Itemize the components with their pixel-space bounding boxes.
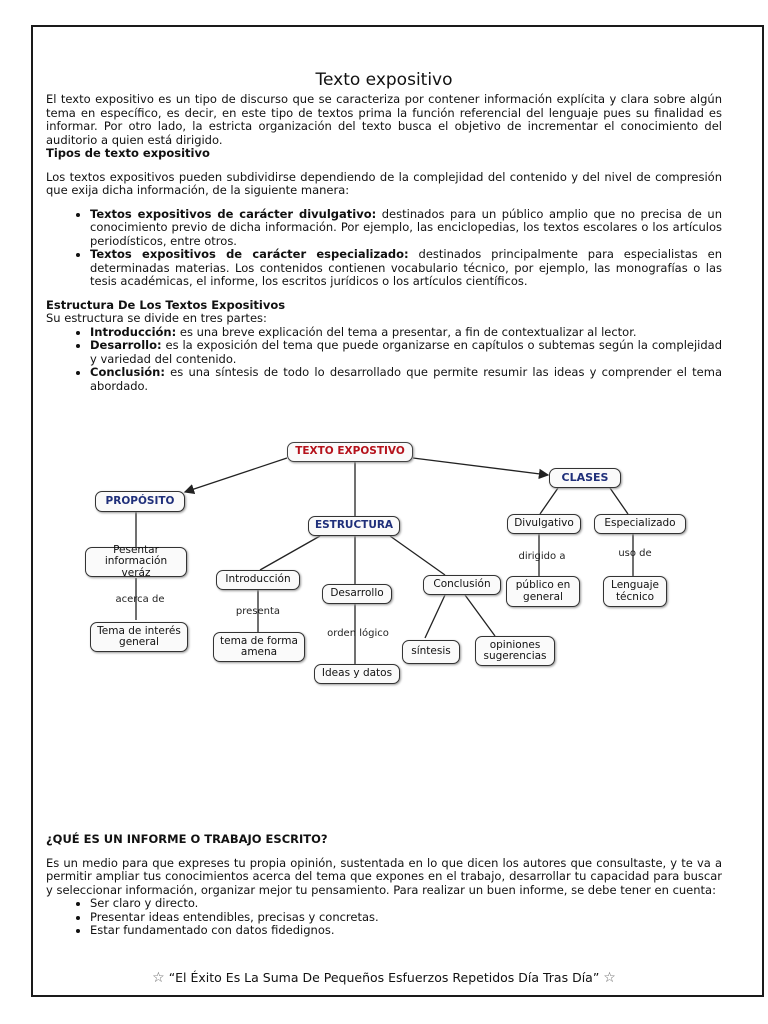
estructura-heading: Estructura De Los Textos Expositivos <box>46 297 286 312</box>
informe-paragraph: Es un medio para que expreses tu propia opinión, sustentada en lo que dicen los autores que consultaste, y te va a permitir ampliar tus conocimientos acerca del tema que expones en el trabajo, desarrollar tu capacidad para buscar y seleccionar información, organizar mejor tu pensamiento. Para realizar un buen informe, se debe tener en cuenta: <box>46 855 722 897</box>
node-pesentar: Pesentar información veráz <box>85 547 187 577</box>
estructura-paragraph: Su estructura se divide en tres partes: <box>46 311 267 325</box>
concept-map <box>80 430 700 700</box>
node-tema-forma: tema de forma amena <box>213 632 305 662</box>
list-item: • Estar fundamentado con datos fidedignos. <box>90 924 722 938</box>
node-ideas-datos: Ideas y datos <box>314 664 400 684</box>
list-item: • Introducción: es una breve explicación del tema a presentar, a fin de contextualizar al lector. <box>90 326 722 340</box>
node-publico-general: público en general <box>506 576 580 607</box>
intro-paragraph: El texto expositivo es un tipo de discurso que se caracteriza por contener información explícita y clara sobre algún tema en específico, es decir, en este tipo de textos prima la función referencial del lenguaje pues su finalidad es informar. Por otro lado, la estricta organización del texto busca el objetivo de incrementar el conocimiento del auditorio a quien está dirigido. <box>46 92 722 147</box>
label-orden-logico: orden lógico <box>327 628 389 639</box>
node-sintesis: síntesis <box>402 640 460 664</box>
node-introduccion: Introducción <box>216 570 300 590</box>
tipos-heading: Tipos de texto expositivo <box>46 146 210 160</box>
star-icon: ☆ <box>152 970 165 986</box>
node-desarrollo: Desarrollo <box>322 584 392 604</box>
tipos-paragraph: Los textos expositivos pueden subdividirse dependiendo de la complejidad del contenido y del nivel de compresión que exija dicha información, de la siguiente manera: <box>46 169 722 197</box>
node-lenguaje-tecnico: Lenguaje técnico <box>603 576 667 607</box>
page-title: Texto expositivo <box>315 70 453 90</box>
node-opiniones: opiniones sugerencias <box>475 636 555 666</box>
quote-text: “El Éxito Es La Suma De Pequeños Esfuerzos Repetidos Día Tras Día” <box>168 970 600 985</box>
partes-list <box>46 326 722 394</box>
document-body <box>46 70 722 393</box>
node-divulgativo: Divulgativo <box>507 514 581 534</box>
tipos-list <box>46 208 722 289</box>
informe-section <box>46 833 722 938</box>
label-dirigido-a: dirigido a <box>518 551 566 562</box>
label-presenta: presenta <box>235 606 281 617</box>
informe-list <box>46 897 722 938</box>
node-tema-interes: Tema de interés general <box>90 622 188 652</box>
node-estructura: ESTRUCTURA <box>308 516 400 536</box>
footer-quote <box>0 970 768 986</box>
list-item: • Desarrollo: es la exposición del tema que puede organizarse en capítulos o subtemas según la complejidad y variedad del contenido. <box>90 339 722 366</box>
node-especializado: Especializado <box>594 514 686 534</box>
list-item: • Textos expositivos de carácter especializado: destinados principalmente para especialistas en determinadas materias. Los contenidos contienen vocabulario técnico, por ejemplo, las monografías o las tesis académicas, el informe, los escritos jurídicos o los artículos científicos. <box>90 248 722 289</box>
node-conclusion: Conclusión <box>423 575 501 595</box>
star-icon: ☆ <box>603 970 616 986</box>
list-item: • Presentar ideas entendibles, precisas y concretas. <box>90 911 722 925</box>
label-acerca-de: acerca de <box>115 594 165 605</box>
node-clases: CLASES <box>549 468 621 488</box>
list-item: • Conclusión: es una síntesis de todo lo desarrollado que permite resumir las ideas y comprender el tema abordado. <box>90 366 722 393</box>
informe-heading: ¿QUÉ ES UN INFORME O TRABAJO ESCRITO? <box>46 832 328 846</box>
list-item: • Textos expositivos de carácter divulgativo: destinados para un público amplio que no precisa de un conocimiento previo de dicha información. Por ejemplo, las enciclopedias, los textos escolares o los artículos periodísticos, entre otros. <box>90 208 722 249</box>
node-texto-expositivo: TEXTO EXPOSTIVO <box>287 442 413 462</box>
label-uso-de: uso de <box>618 548 652 559</box>
list-item: • Ser claro y directo. <box>90 897 722 911</box>
node-proposito: PROPÓSITO <box>95 491 185 512</box>
